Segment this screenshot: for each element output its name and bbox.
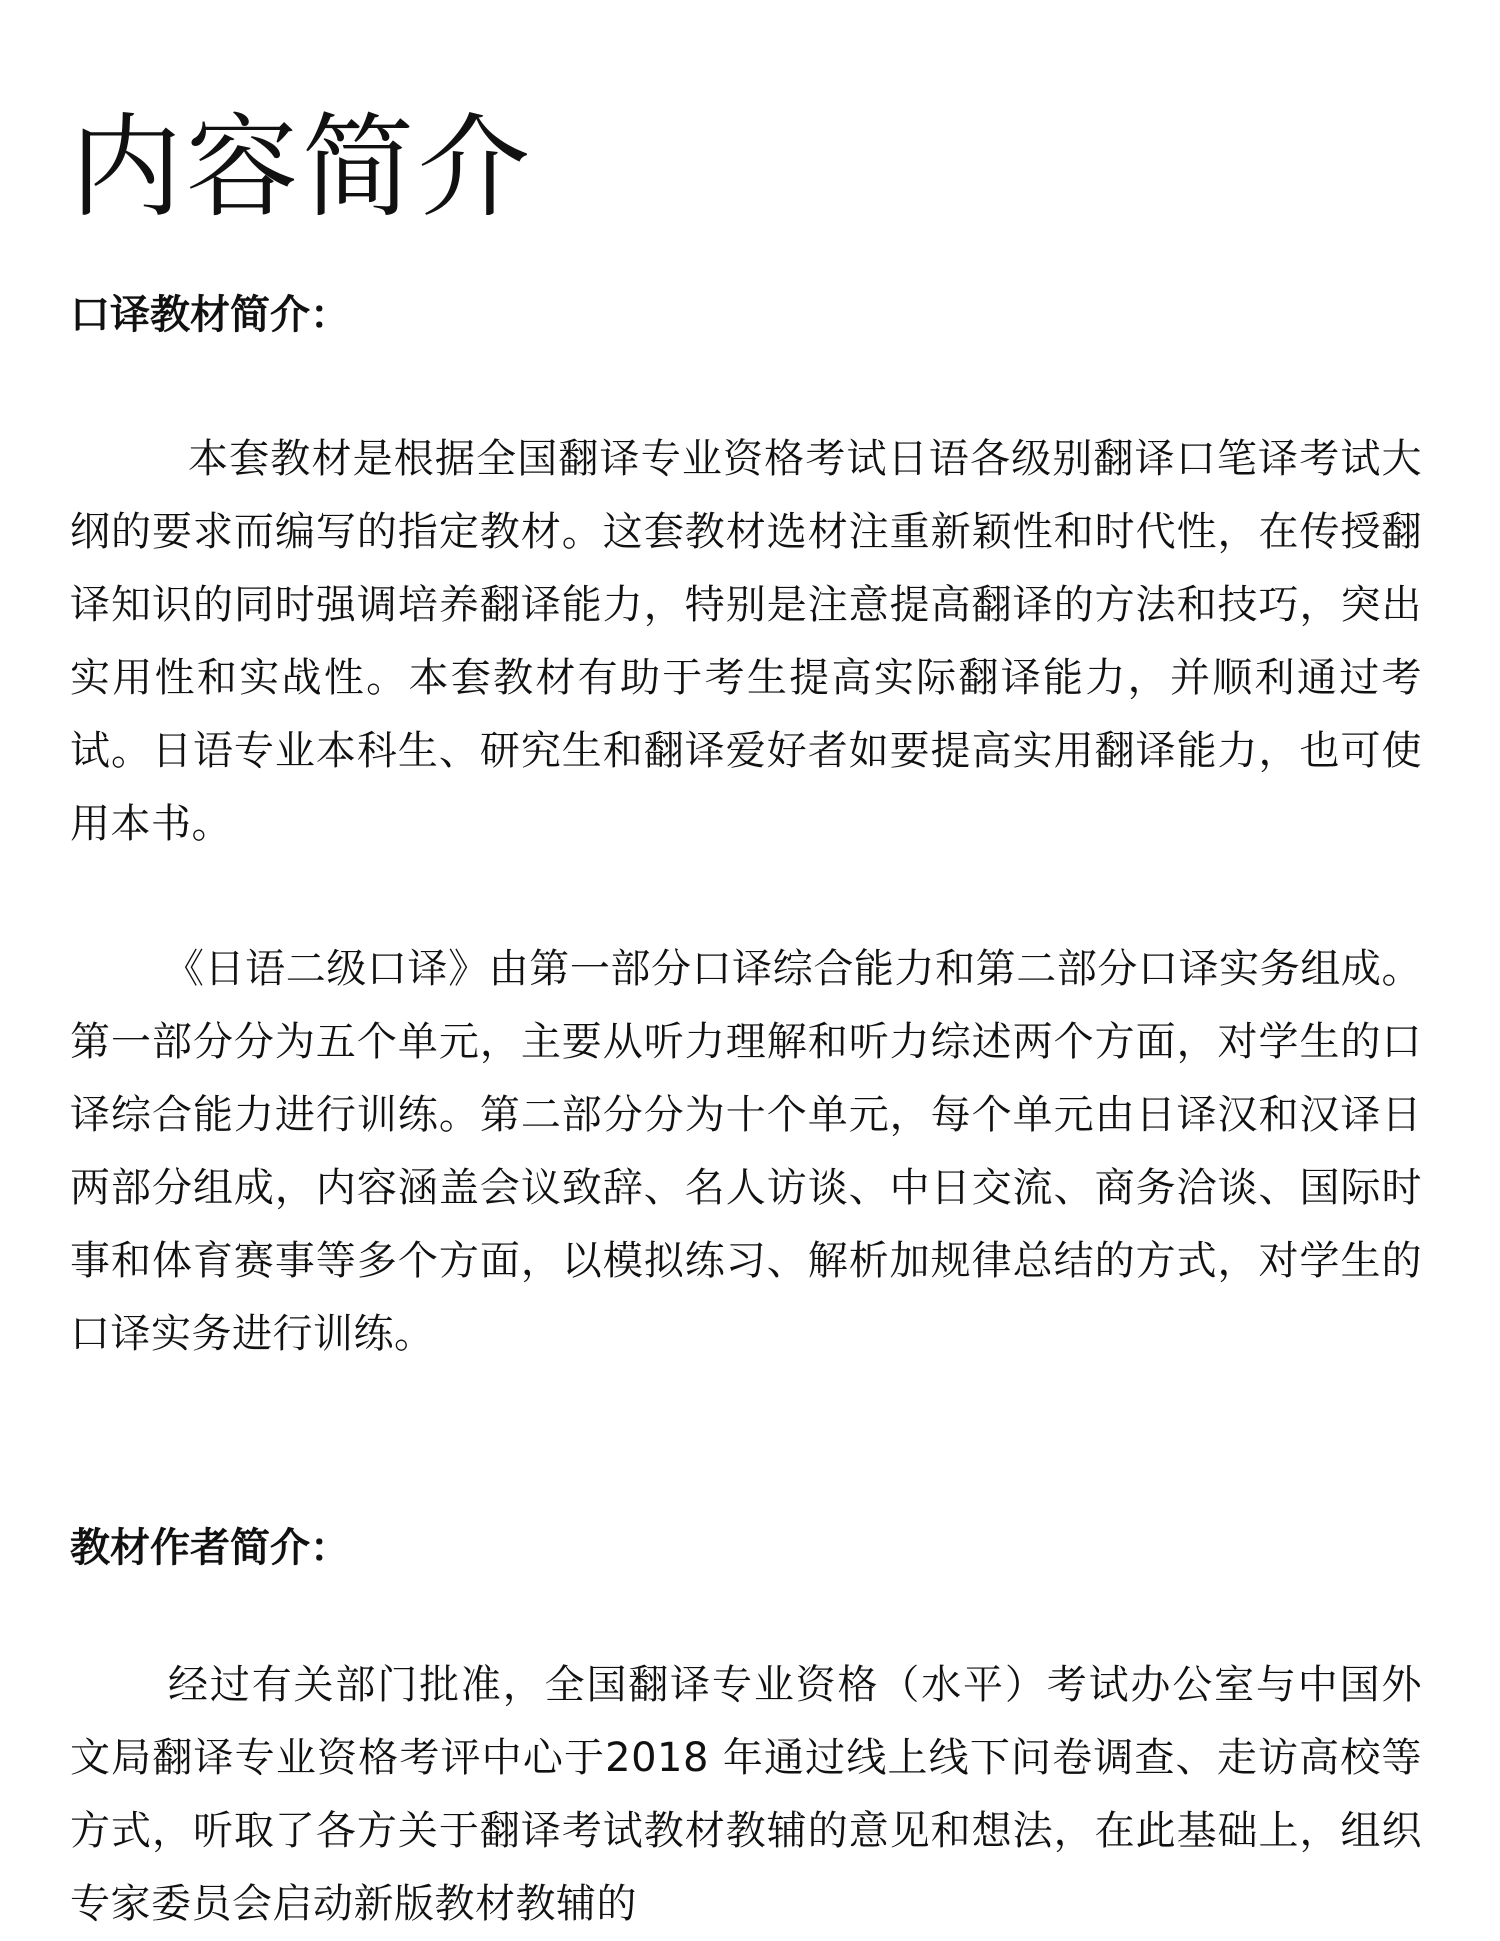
section-heading-author-intro: 教材作者简介：: [70, 1525, 350, 1571]
paragraph-textbook-overview: 本套教材是根据全国翻译专业资格考试日语各级别翻译口笔译考试大纲的要求而编写的指定教材。这套教材选材注重新颖性和时代性，在传授翻译知识的同时强调培养翻译能力，特别是注意提高翻译的方法和技巧，突出实用性和实战性。本套教材有助于考生提高实际翻译能力，并顺利通过考试。日语专业本科生、研究生和翻译爱好者如要提高实用翻译能力，也可使用本书。: [70, 436, 1422, 847]
page-title: 内容简介: [70, 103, 534, 233]
paragraph-author-background: 经过有关部门批准，全国翻译专业资格（水平）考试办公室与中国外文局翻译专业资格考评中心于2018 年通过线上线下问卷调查、走访高校等方式，听取了各方关于翻译考试教材教辅的意见和想法，在此基础上，组织专家委员会启动新版教材教辅的: [70, 1662, 1422, 1927]
section-heading-textbook-intro: 口译教材简介：: [70, 292, 350, 338]
paragraph-book-contents: 《日语二级口译》由第一部分口译综合能力和第二部分口译实务组成。第一部分分为五个单元，主要从听力理解和听力综述两个方面，对学生的口译综合能力进行训练。第二部分分为十个单元，每个单元由日译汉和汉译日两部分组成，内容涵盖会议致辞、名人访谈、中日交流、商务洽谈、国际时事和体育赛事等多个方面，以模拟练习、解析加规律总结的方式，对学生的口译实务进行训练。: [70, 946, 1422, 1357]
